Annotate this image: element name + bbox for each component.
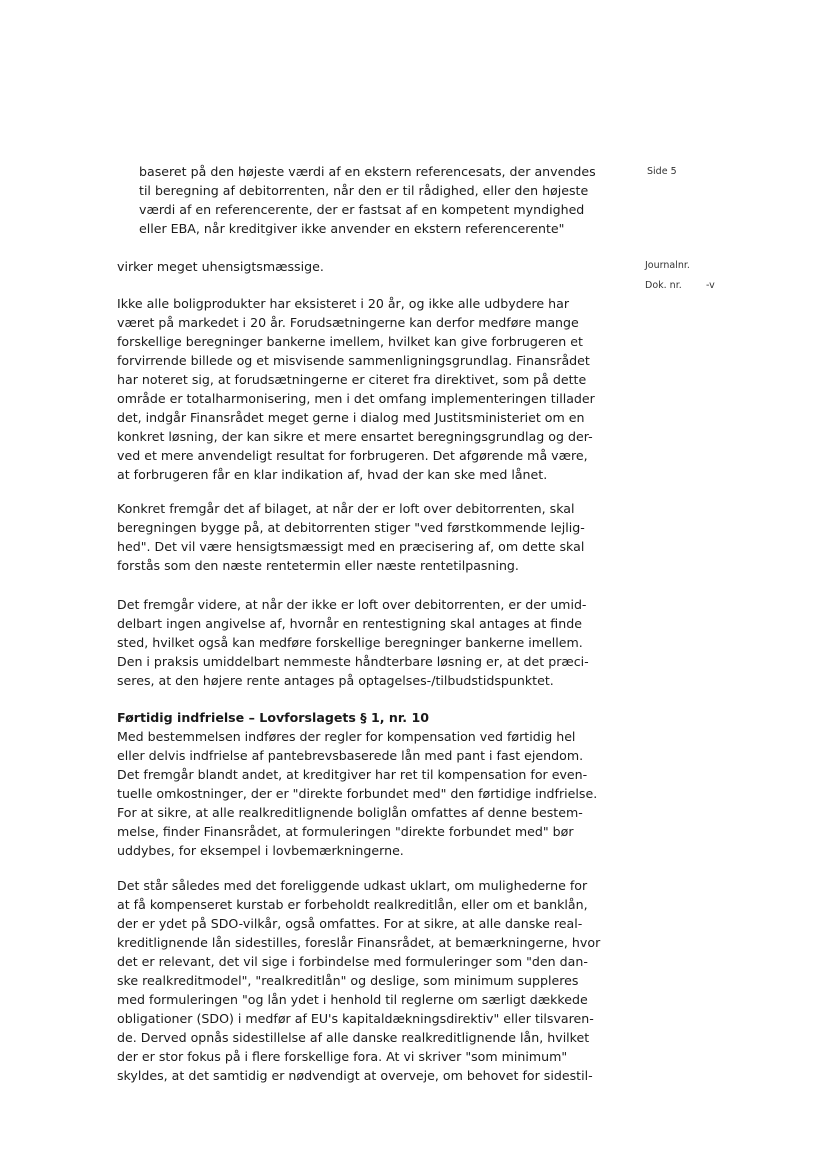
text-line: det, indgår Finansrådet meget gerne i dialog med Justitsministeriet om en — [117, 410, 585, 425]
quote-line: baseret på den højeste værdi af en ekstern referencesats, der anvendes — [139, 164, 596, 179]
text-line: de. Derved opnås sidestillelse af alle danske realkreditlignende lån, hvilket — [117, 1030, 590, 1045]
page-number-label: Side 5 — [647, 166, 677, 177]
text-line: at forbrugeren får en klar indikation af, hvad der kan ske med lånet. — [117, 467, 548, 482]
text-line: hed". Det vil være hensigtsmæssigt med en præcisering af, om dette skal — [117, 539, 585, 554]
text-line: Konkret fremgår det af bilaget, at når der er loft over debitorrenten, skal — [117, 501, 575, 516]
text-line: med formuleringen "og lån ydet i henhold til reglerne om særligt dækkede — [117, 992, 588, 1007]
text-line: har noteret sig, at forudsætningerne er citeret fra direktivet, som på dette — [117, 372, 587, 387]
text-line: at få kompenseret kurstab er forbeholdt realkreditlån, eller om et banklån, — [117, 897, 588, 912]
text-line: beregningen bygge på, at debitorrenten stiger "ved førstkommende lejlig- — [117, 520, 585, 535]
text-line: der er ydet på SDO-vilkår, også omfattes. For at sikre, at alle danske real- — [117, 916, 583, 931]
quote-line: til beregning af debitorrenten, når den er til rådighed, eller den højeste — [139, 183, 589, 198]
section-early-repayment — [117, 708, 602, 860]
text-line: forvirrende billede og et misvisende sammenligningsgrundlag. Finansrådet — [117, 353, 590, 368]
document-number-label: Dok. nr. — [645, 280, 682, 291]
text-line: konkret løsning, der kan sikre et mere ensartet beregningsgrundlag og der- — [117, 429, 593, 444]
paragraph-6 — [117, 876, 602, 1085]
text-line: Med bestemmelsen indføres der regler for kompensation ved førtidig hel — [117, 729, 576, 744]
paragraph-3 — [117, 499, 602, 575]
text-line: kreditlignende lån sidestilles, foreslår Finansrådet, at bemærkningerne, hvor — [117, 935, 601, 950]
text-line: tuelle omkostninger, der er "direkte forbundet med" den førtidige indfrielse. — [117, 786, 598, 801]
paragraph-4 — [117, 595, 602, 690]
text-line: ske realkreditmodel", "realkreditlån" og deslige, som minimum suppleres — [117, 973, 579, 988]
text-line: Det fremgår videre, at når der ikke er loft over debitorrenten, er der umid- — [117, 597, 587, 612]
section-heading: Førtidig indfrielse – Lovforslagets § 1, nr. 10 — [117, 710, 429, 725]
text-line: skyldes, at det samtidig er nødvendigt at overveje, om behovet for sidestil- — [117, 1068, 593, 1083]
text-line: virker meget uhensigtsmæssige. — [117, 259, 324, 274]
text-line: forstås som den næste rentetermin eller næste rentetilpasning. — [117, 558, 519, 573]
text-line: Den i praksis umiddelbart nemmeste håndterbare løsning er, at det præci- — [117, 654, 589, 669]
text-line: været på markedet i 20 år. Forudsætningerne kan derfor medføre mange — [117, 315, 579, 330]
quote-line: eller EBA, når kreditgiver ikke anvender en ekstern referencerente" — [139, 221, 565, 236]
text-line: område er totalharmonisering, men i det omfang implementeringen tillader — [117, 391, 595, 406]
journal-number-label: Journalnr. — [645, 260, 690, 271]
text-line: For at sikre, at alle realkreditlignende boliglån omfattes af denne bestem- — [117, 805, 583, 820]
text-line: melse, finder Finansrådet, at formuleringen "direkte forbundet med" bør — [117, 824, 574, 839]
text-line: Det står således med det foreliggende udkast uklart, om mulighederne for — [117, 878, 588, 893]
quote-block — [139, 162, 619, 238]
document-number-suffix: -v — [706, 280, 715, 291]
text-line: uddybes, for eksempel i lovbemærkningerne. — [117, 843, 404, 858]
text-line: ved et mere anvendeligt resultat for forbrugeren. Det afgørende må være, — [117, 448, 588, 463]
text-line: det er relevant, det vil sige i forbindelse med formuleringer som "den dan- — [117, 954, 588, 969]
text-line: Det fremgår blandt andet, at kreditgiver har ret til kompensation for even- — [117, 767, 588, 782]
text-line: Ikke alle boligprodukter har eksisteret i 20 år, og ikke alle udbydere har — [117, 296, 569, 311]
quote-line: værdi af en referencerente, der er fastsat af en kompetent myndighed — [139, 202, 585, 217]
text-line: sted, hvilket også kan medføre forskellige beregninger bankerne imellem. — [117, 635, 583, 650]
text-line: eller delvis indfrielse af pantebrevsbaserede lån med pant i fast ejendom. — [117, 748, 584, 763]
paragraph-2 — [117, 294, 602, 484]
text-line: delbart ingen angivelse af, hvornår en rentestigning skal antages at finde — [117, 616, 582, 631]
text-line: obligationer (SDO) i medfør af EU's kapitaldækningsdirektiv" eller tilsvaren- — [117, 1011, 594, 1026]
paragraph-1 — [117, 257, 602, 276]
text-line: der er stor fokus på i flere forskellige fora. At vi skriver "som minimum" — [117, 1049, 568, 1064]
text-line: forskellige beregninger bankerne imellem, hvilket kan give forbrugeren et — [117, 334, 583, 349]
text-line: seres, at den højere rente antages på optagelses-/tilbudstidspunktet. — [117, 673, 554, 688]
